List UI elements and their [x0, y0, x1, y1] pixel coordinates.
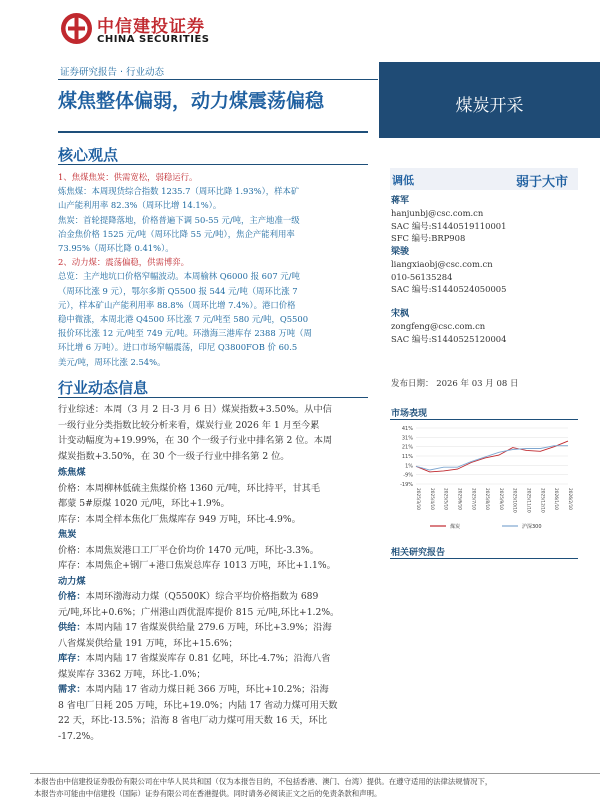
- disclaimer-line: 本报告亦可能由中信建投（国际）证券有限公司在香港提供。同时请务必阅读正文之后的免责条款和声明。: [34, 788, 382, 798]
- divider: [58, 164, 368, 165]
- divider: [58, 79, 378, 80]
- core-item1-lines: [58, 184, 376, 255]
- sector-banner: [379, 62, 600, 138]
- text-line: [58, 729, 378, 745]
- industry-heading: 行业动态信息: [58, 379, 149, 397]
- text-line: 山产能利用率 82.3%（周环比增 14.1%）。: [58, 200, 222, 211]
- line-text: 本周内陆 17 省煤炭库存 0.81 亿吨，环比-4.7%；沿海八省: [85, 653, 331, 664]
- coke-heading: 焦炭: [58, 529, 77, 540]
- coke-body: [58, 543, 378, 574]
- coking-coal-heading: 炼焦煤: [58, 467, 86, 478]
- line-text: 本周内陆 17 省动力煤日耗 366 万吨，环比+10.2%；沿海: [85, 684, 329, 695]
- text-line: 环比增 6 万吨）。进口市场窄幅震荡，印尼 Q3800FOB 价 60.5: [58, 342, 298, 353]
- analyst-sac: SAC 编号:S1440525120004: [391, 333, 507, 344]
- x-tick-label: 2026/2/10: [567, 488, 572, 511]
- analyst-email[interactable]: liangxiaobj@csc.com.cn: [391, 259, 493, 270]
- text-line: 行业综述：本周（3 月 2 日-3 月 6 日）煤炭指数+3.50%。从中信: [58, 404, 332, 415]
- text-line: [58, 667, 378, 683]
- core-item2-title: 2、动力煤：震荡偏稳，供需博弈。: [58, 257, 189, 268]
- text-line: [58, 620, 378, 636]
- text-line: [58, 698, 378, 714]
- industry-overview: [58, 402, 378, 464]
- line-text: 8 省电厂日耗 205 万吨，环比+19.0%；内陆 17 省动力煤可用天数: [58, 699, 338, 711]
- legend-label: 煤炭: [450, 524, 461, 530]
- core-view-body: [58, 170, 376, 369]
- line-text: 本周内陆 17 省煤炭供给量 279.6 万吨，环比+3.9%；沿海: [85, 622, 332, 633]
- analyst-name: 蒋军: [391, 196, 410, 206]
- text-line: [58, 713, 378, 729]
- line-text: -17.2%。: [58, 730, 100, 742]
- text-line: 计变动幅度为+19.99%，在 30 个一级子行业中排名第 2 位。本周: [58, 435, 333, 446]
- y-tick-label: 21%: [401, 444, 413, 451]
- text-line: 73.95%（周环比降 0.41%）。: [58, 243, 174, 254]
- text-line: 稳中微涨，本周北港 Q4500 环比涨 7 元/吨至 580 元/吨，Q5500: [58, 314, 309, 325]
- x-tick-label: 2025/8/10: [484, 488, 490, 511]
- analyst-email[interactable]: hanjunbj@csc.com.cn: [391, 208, 484, 219]
- series-line: [416, 441, 568, 472]
- text-line: 价格：本周焦炭港口工厂平仓价均价 1470 元/吨，环比-3.3%。: [58, 544, 319, 556]
- core-item1-title: 1、焦煤焦炭：供需宽松，弱稳运行。: [58, 172, 198, 182]
- line-text: 本周环渤海动力煤（Q5500K）综合平均价格指数为 689: [85, 591, 319, 602]
- thermal-coal-body: [58, 589, 378, 744]
- x-tick-label: 2026/1/10: [553, 488, 559, 511]
- text-line: 美元/吨，周环比涨 2.54%。: [58, 356, 166, 367]
- text-line: 库存：本周焦企+钢厂+港口焦炭总库存 1013 万吨，环比+1.1%。: [58, 560, 336, 571]
- breadcrumb: 证券研究报告 · 行业动态: [60, 67, 165, 78]
- y-tick-label: -9%: [403, 472, 413, 479]
- x-tick-label: 2025/9/10: [497, 488, 503, 511]
- line-text: 煤炭库存 3362 万吨，环比-1.0%；: [58, 668, 206, 680]
- legend-label: 沪深300: [522, 524, 542, 530]
- x-tick-label: 2025/7/10: [470, 488, 476, 511]
- x-tick-label: 2025/12/10: [539, 488, 545, 513]
- line-label: 价格：: [58, 591, 86, 602]
- text-line: 价格：本周柳林低硫主焦煤价格 1360 元/吨，环比持平，甘其毛: [58, 482, 321, 494]
- analyst-sac: SAC 编号:S1440519110001: [391, 220, 507, 231]
- logo-text-cn: 中信建投证券: [97, 17, 205, 37]
- analyst-name: 梁骏: [391, 247, 410, 257]
- divider: [390, 558, 578, 559]
- sector-label: 煤炭开采: [455, 96, 524, 116]
- y-tick-label: 41%: [401, 426, 413, 432]
- text-line: 都蒙 5#原煤 1020 元/吨，环比+1.9%。: [58, 498, 230, 509]
- x-tick-label: 2025/3/10: [415, 488, 420, 511]
- y-tick-label: 31%: [401, 435, 413, 442]
- page-title: 煤焦整体偏弱，动力煤震荡偏稳: [58, 90, 325, 112]
- y-tick-label: -19%: [400, 482, 413, 488]
- line-label: 供给：: [58, 622, 86, 633]
- y-tick-label: 1%: [405, 463, 413, 470]
- market-performance-heading: 市场表现: [391, 409, 428, 419]
- line-label: 需求：: [58, 684, 86, 695]
- divider: [58, 131, 368, 133]
- company-logo: [60, 12, 220, 48]
- market-performance-chart: [390, 422, 578, 537]
- text-line: [58, 589, 378, 605]
- analyst-phone: 010-56135284: [391, 271, 453, 282]
- text-line: 报价环比涨 12 元/吨至 749 元/吨。环渤海三港库存 2388 万吨（周: [58, 328, 312, 339]
- analyst-block: [391, 246, 506, 296]
- rating-value: 弱于大市: [515, 175, 568, 190]
- analyst-block: [391, 195, 506, 245]
- x-tick-label: 2025/5/10: [442, 488, 448, 511]
- line-label: 库存：: [58, 653, 86, 664]
- text-line: 焦炭：首轮提降落地，价格普遍下调 50-55 元/吨，主产地准一级: [58, 214, 300, 225]
- divider: [30, 773, 600, 774]
- text-line: 冶金焦价格 1525 元/吨（周环比降 55 元/吨），焦企产能利用率: [58, 228, 295, 239]
- text-line: 总览：主产地坑口价格窄幅波动。本周榆林 Q6000 报 607 元/吨: [58, 271, 300, 282]
- analyst-sac: SAC 编号:S1440524050005: [391, 284, 507, 295]
- text-line: 炼焦煤：本周现货综合指数 1235.7（周环比降 1.93%），样本矿: [58, 186, 300, 197]
- publish-date: 发布日期： 2026 年 03 月 08 日: [391, 379, 519, 389]
- text-line: 库存：本周全样本焦化厂焦煤库存 949 万吨，环比-4.9%。: [58, 513, 301, 525]
- analyst-email[interactable]: zongfeng@csc.com.cn: [391, 321, 486, 332]
- logo-mark-icon: [60, 12, 93, 45]
- thermal-coal-heading: 动力煤: [58, 575, 86, 587]
- text-line: 元），样本矿山产能利用率 88.8%（周环比增 7.4%）。港口价格: [58, 299, 296, 310]
- text-line: （周环比涨 9 元），鄂尔多斯 Q5500 报 544 元/吨（周环比涨 7: [58, 285, 298, 296]
- text-line: 煤炭指数+3.50%，在 30 个一级子行业中排名第 2 位。: [58, 450, 290, 462]
- logo-text-en: CHINA SECURITIES: [97, 34, 210, 45]
- text-line: [58, 682, 378, 698]
- core-view-heading: 核心观点: [58, 146, 119, 164]
- coking-coal-body: [58, 481, 378, 528]
- x-tick-label: 2025/4/10: [428, 488, 434, 511]
- rating-box: [390, 168, 578, 190]
- text-line: [58, 651, 378, 667]
- divider: [390, 419, 578, 420]
- line-text: 22 天，环比-13.5%；沿海 8 省电厂动力煤可用天数 16 天，环比: [58, 715, 328, 726]
- line-text: 八省煤炭供给量 191 万吨，环比+15.6%；: [58, 637, 238, 649]
- text-line: [58, 605, 378, 621]
- y-tick-label: 11%: [401, 454, 413, 460]
- disclaimer: [34, 776, 492, 799]
- text-line: [58, 636, 378, 652]
- analyst-name: 宋枫: [391, 309, 410, 319]
- disclaimer-line: 本报告由中信建投证券股份有限公司在中华人民共和国（仅为本报告目的，不包括香港、澳门、台湾）提供。在遵守适用的法律法规情况下，: [34, 777, 493, 786]
- industry-body: [58, 402, 378, 744]
- analyst-block: [391, 308, 506, 345]
- text-line: 一级行业分类指数比较分析来看，煤炭行业 2026 年 1 月至今累: [58, 419, 320, 431]
- analyst-sfc: SFC 编号:BRP908: [391, 233, 466, 244]
- rating-change: 调低: [392, 174, 414, 187]
- x-tick-label: 2025/11/10: [525, 488, 531, 513]
- line-text: 元/吨,环比+0.6%；广州港山西优混库提价 815 元/吨,环比+1.2%。: [58, 606, 340, 618]
- core-item2-lines: [58, 269, 376, 368]
- x-tick-label: 2025/10/10: [511, 488, 517, 513]
- divider: [58, 397, 368, 398]
- x-tick-label: 2025/6/10: [456, 488, 462, 511]
- related-reports-heading: 相关研究报告: [391, 548, 446, 558]
